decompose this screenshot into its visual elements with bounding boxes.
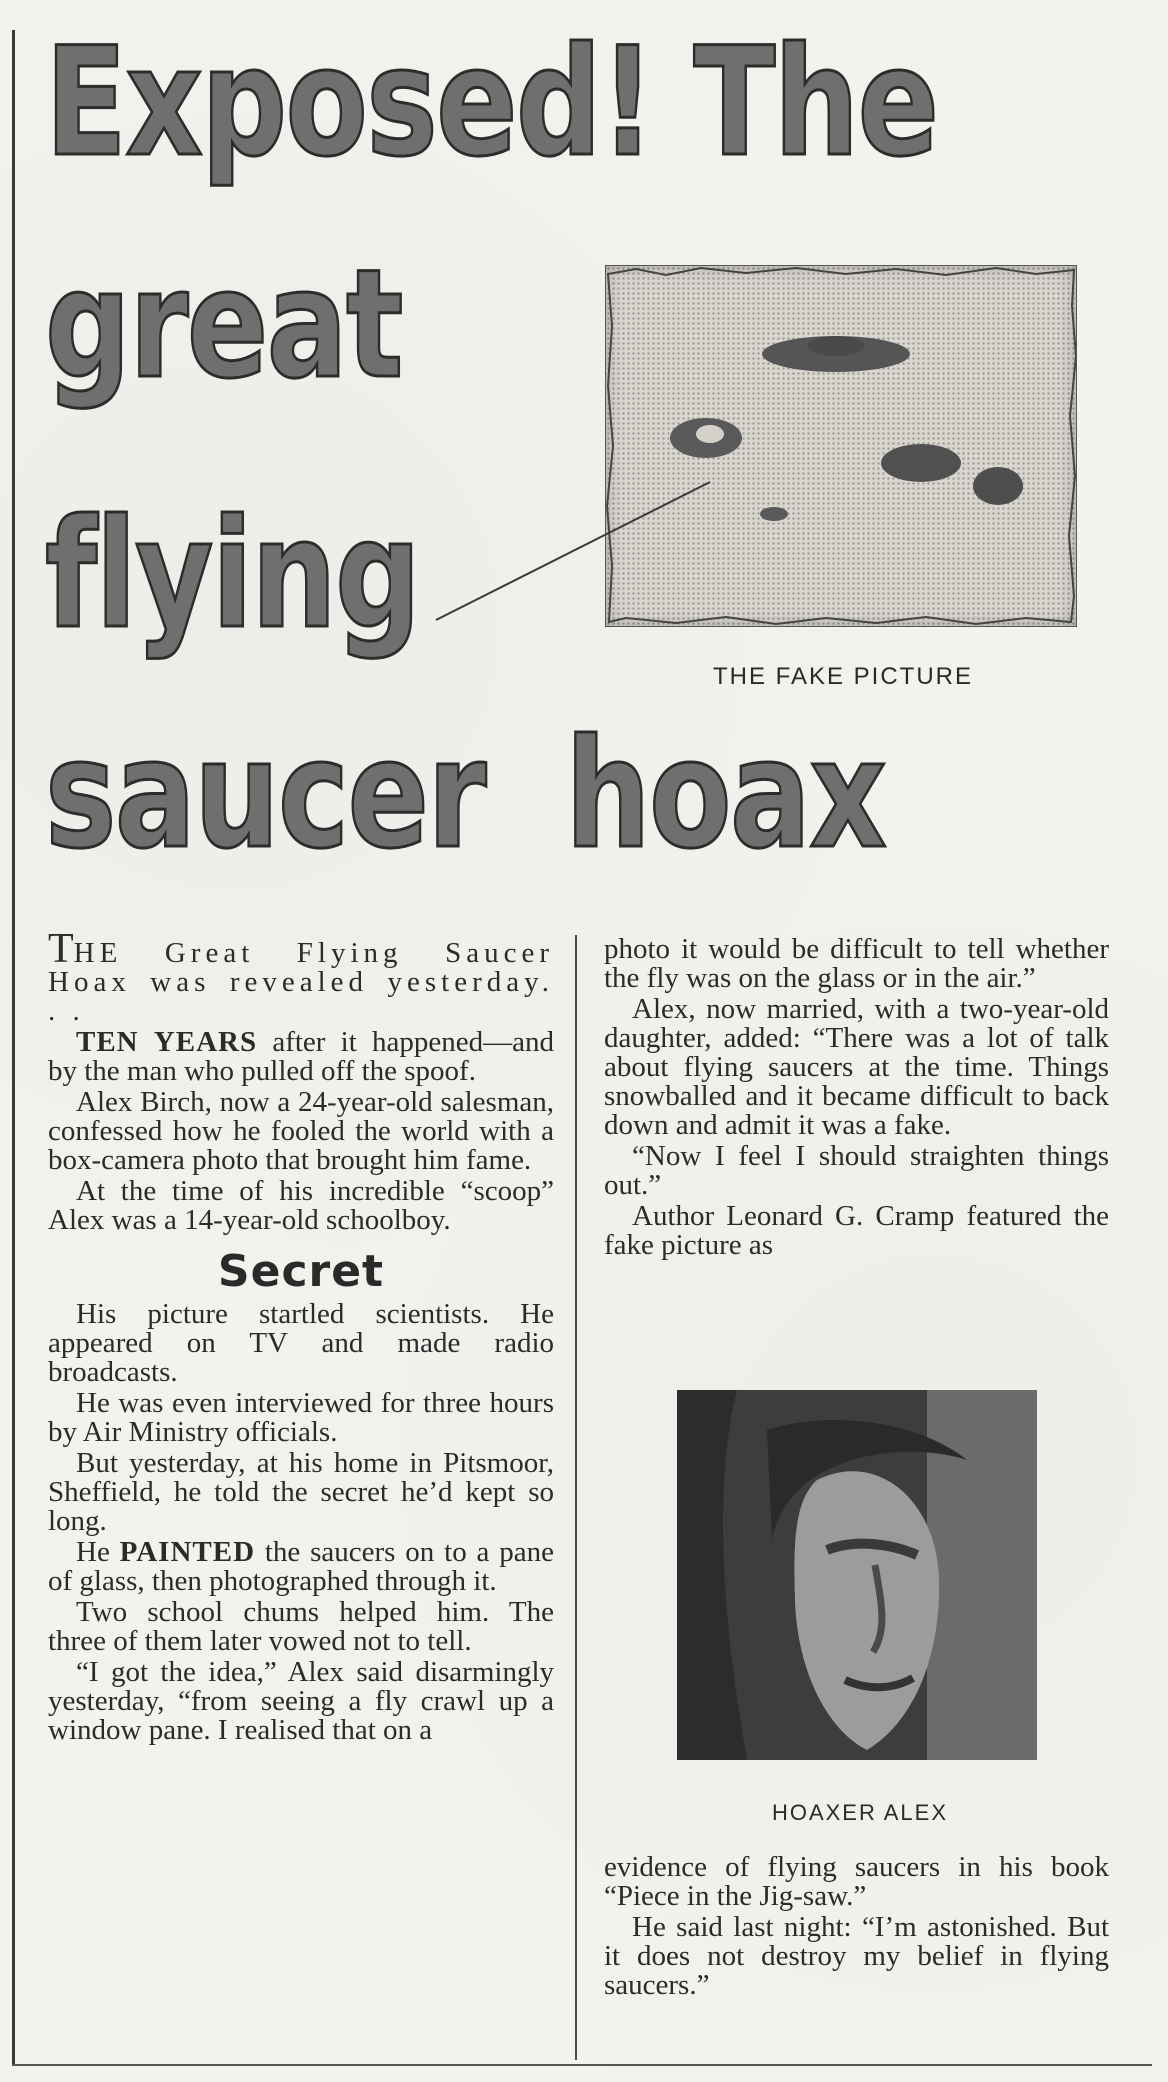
article-paragraph: Alex, now married, with a two-year-old daughter, added: “There was a lot of talk about flying saucers at the time. Things snowballed and it became difficult to back down and admit it was a fake. bbox=[604, 993, 1109, 1141]
hoaxer-alex-caption: HOAXER ALEX bbox=[771, 1800, 949, 1825]
article-paragraph: photo it would be difficult to tell whether the fly was on the glass or in the air.” bbox=[604, 933, 1109, 994]
article-paragraph: His picture startled scientists. He appeared on TV and made radio broadcasts. bbox=[48, 1298, 554, 1388]
headline-line-2: great bbox=[45, 238, 402, 412]
headline-line-3: flying bbox=[45, 488, 420, 662]
subheading-secret: Secret bbox=[217, 1246, 385, 1297]
article-paragraph: He was even interviewed for three hours by Air Ministry officials. bbox=[48, 1387, 554, 1448]
saucer-shape-small bbox=[973, 467, 1023, 505]
article-paragraph: “Now I feel I should straighten things out.” bbox=[604, 1140, 1109, 1201]
hoaxer-portrait-photo bbox=[677, 1390, 1037, 1760]
article-paragraph bbox=[48, 1538, 554, 1596]
paragraph-text: the saucers on to a pane of glass, then photographed through it. bbox=[48, 1536, 554, 1597]
article-paragraph bbox=[48, 1028, 554, 1086]
fake-saucer-photo bbox=[605, 265, 1077, 627]
article-lead-paragraph bbox=[48, 926, 554, 1027]
fake-saucer-photo-art bbox=[606, 266, 1076, 626]
bold-phrase: PAINTED bbox=[119, 1536, 256, 1568]
saucer-shape-right bbox=[881, 444, 961, 482]
article-column-right-continued bbox=[604, 1853, 1109, 2002]
bold-phrase: TEN YEARS bbox=[76, 1026, 258, 1058]
column-divider-rule bbox=[575, 935, 577, 2060]
article-paragraph: Two school chums helped him. The three of them later vowed not to tell. bbox=[48, 1596, 554, 1657]
left-column-rule bbox=[12, 30, 15, 2065]
bottom-rule bbox=[12, 2064, 1152, 2066]
lead-text: HE Great Flying Saucer Hoax was revealed yesterday. . . bbox=[48, 937, 554, 1027]
article-column-left bbox=[48, 926, 555, 1747]
article-column-right bbox=[604, 935, 1109, 1262]
hoaxer-portrait-art bbox=[677, 1390, 1037, 1760]
drop-cap: T bbox=[48, 926, 74, 972]
article-paragraph: evidence of flying saucers in his book “Piece in the Jig-saw.” bbox=[604, 1851, 1109, 1912]
article-paragraph: At the time of his incredible “scoop” Alex was a 14-year-old schoolboy. bbox=[48, 1175, 554, 1236]
headline-line-1: Exposed! The bbox=[45, 16, 938, 190]
article-paragraph: But yesterday, at his home in Pitsmoor, Sheffield, he told the secret he’d kept so long. bbox=[48, 1447, 554, 1537]
paragraph-text: after it happened—and by the man who pulled off the spoof. bbox=[48, 1026, 555, 1087]
paragraph-text: He bbox=[76, 1536, 120, 1568]
article-paragraph: Alex Birch, now a 24-year-old salesman, confessed how he fooled the world with a box-camera photo that brought him fame. bbox=[48, 1086, 554, 1176]
headline-line-4: saucer hoax bbox=[45, 708, 886, 882]
article-paragraph: “I got the idea,” Alex said disarmingly yesterday, “from seeing a fly crawl up a window pane. I realised that on a bbox=[48, 1656, 554, 1746]
article-paragraph: Author Leonard G. Cramp featured the fake picture as bbox=[604, 1200, 1109, 1261]
fake-picture-caption: THE FAKE PICTURE bbox=[712, 663, 974, 690]
article-paragraph: He said last night: “I’m astonished. But it does not destroy my belief in flying saucers.” bbox=[604, 1911, 1109, 2001]
